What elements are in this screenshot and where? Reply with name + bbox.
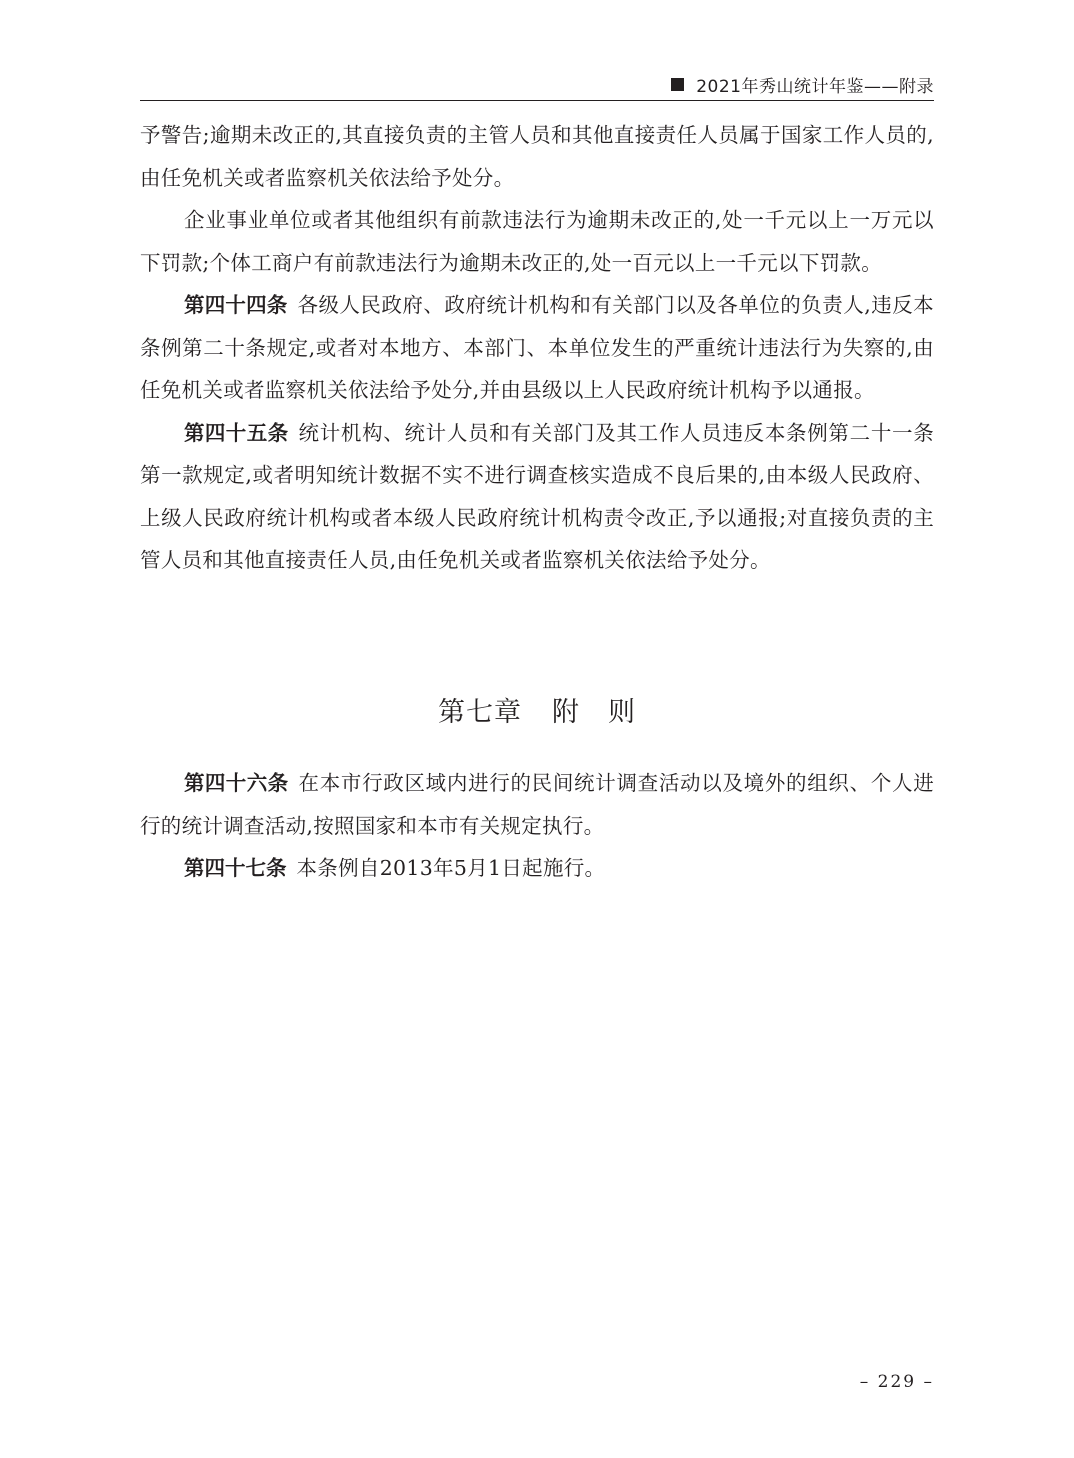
article-45 — [140, 412, 934, 582]
running-header-inner — [671, 70, 934, 98]
body-text-section-1 — [140, 114, 934, 582]
running-header — [140, 70, 934, 101]
article-text: 统计机构、统计人员和有关部门及其工作人员违反本条例第二十一条第一款规定,或者明知统计数据不实不进行调查核实造成不良后果的,由本级人民政府、上级人民政府统计机构或者本级人民政府统计机构责令改正,予以通报;对直接负责的主管人员和其他直接责任人员,由任免机关或者监察机关依法给予处分。 — [140, 420, 935, 572]
article-text: 本条例自2013年5月1日起施行。 — [296, 856, 606, 880]
chapter-title: 附 则 — [552, 697, 636, 728]
article-46 — [140, 762, 934, 847]
article-text: 各级人民政府、政府统计机构和有关部门以及各单位的负责人,违反本条例第二十条规定,或者对本地方、本部门、本单位发生的严重统计违法行为失察的,由任免机关或者监察机关依法给予处分,并由县级以上人民政府统计机构予以通报。 — [140, 293, 934, 402]
running-header-title: 2021年秀山统计年鉴——附录 — [696, 76, 934, 97]
article-47 — [140, 847, 934, 890]
black-square-icon — [671, 78, 684, 91]
article-label: 第四十七条 — [184, 856, 287, 880]
paragraph-continuation — [140, 114, 934, 199]
article-label: 第四十六条 — [184, 771, 289, 795]
paragraph-text: 予警告;逾期未改正的,其直接负责的主管人员和其他直接责任人员属于国家工作人员的,由任免机关或者监察机关依法给予处分。 — [140, 123, 934, 190]
paragraph-text: 企业事业单位或者其他组织有前款违法行为逾期未改正的,处一千元以上一万元以下罚款;个体工商户有前款违法行为逾期未改正的,处一百元以上一千元以下罚款。 — [140, 208, 934, 275]
body-text-section-2 — [140, 762, 934, 890]
article-44 — [140, 284, 934, 412]
article-text: 在本市行政区域内进行的民间统计调查活动以及境外的组织、个人进行的统计调查活动,按照国家和本市有关规定执行。 — [140, 771, 935, 838]
article-label: 第四十四条 — [184, 293, 288, 317]
page-number: – 229 – — [859, 1372, 934, 1392]
chapter-heading — [140, 690, 934, 729]
paragraph — [140, 199, 934, 284]
article-label: 第四十五条 — [184, 420, 289, 445]
chapter-number: 第七章 — [438, 697, 522, 728]
